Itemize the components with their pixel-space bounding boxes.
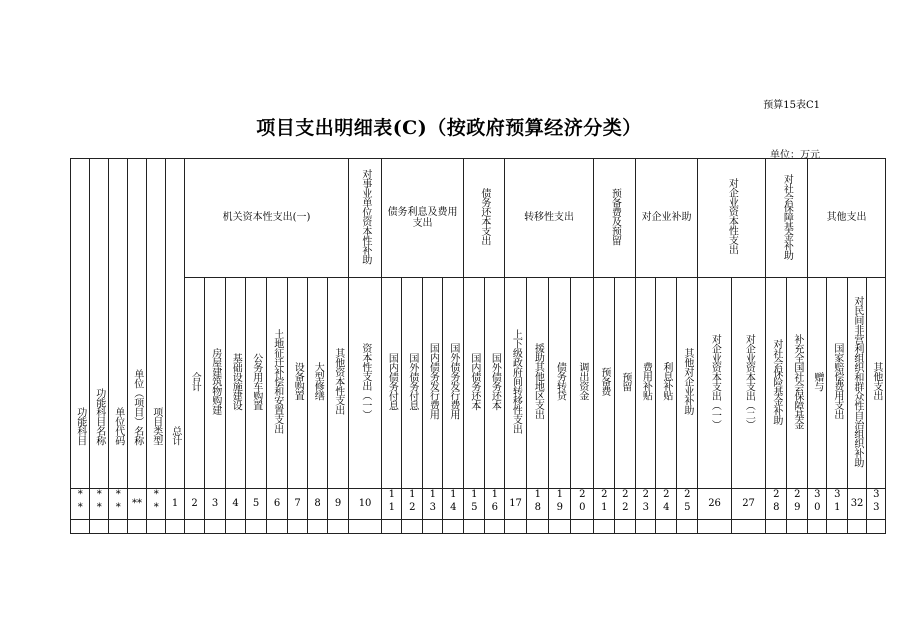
empty-cell bbox=[766, 519, 787, 533]
empty-cell bbox=[677, 519, 698, 533]
left-header-cell bbox=[147, 159, 166, 489]
code-label: 19 bbox=[554, 489, 566, 515]
column-header-label: 对社会保险基金补助 bbox=[770, 338, 782, 424]
column-header-cell bbox=[656, 278, 677, 489]
empty-cell bbox=[308, 519, 328, 533]
empty-cell bbox=[787, 519, 808, 533]
column-header-cell bbox=[615, 278, 636, 489]
empty-cell bbox=[328, 519, 349, 533]
code-cell bbox=[766, 489, 787, 520]
empty-cell bbox=[267, 519, 288, 533]
column-header-cell bbox=[571, 278, 594, 489]
group-header-cell bbox=[505, 159, 594, 278]
empty-cell bbox=[505, 519, 527, 533]
column-header-cell bbox=[848, 278, 867, 489]
code-cell bbox=[267, 489, 288, 520]
empty-cell bbox=[615, 519, 636, 533]
column-header-cell bbox=[443, 278, 464, 489]
code-label: 4 bbox=[232, 498, 239, 509]
code-cell bbox=[698, 489, 732, 520]
code-cell bbox=[656, 489, 677, 520]
left-header-label: 功能科目 bbox=[74, 406, 86, 445]
column-header-label: 调出资金 bbox=[576, 362, 588, 401]
code-cell bbox=[867, 489, 886, 520]
code-label: 10 bbox=[358, 498, 372, 509]
data-row bbox=[71, 519, 886, 533]
code-cell bbox=[787, 489, 808, 520]
column-header-label: 上下级政府间转移性支出 bbox=[510, 329, 522, 434]
empty-cell bbox=[166, 519, 185, 533]
empty-cell bbox=[147, 519, 166, 533]
code-label: 28 bbox=[770, 489, 782, 515]
column-header-cell bbox=[349, 278, 382, 489]
column-header-cell bbox=[246, 278, 267, 489]
column-header-cell bbox=[464, 278, 485, 489]
column-header-cell bbox=[594, 278, 615, 489]
code-label: 21 bbox=[598, 489, 610, 515]
group-header-cell bbox=[594, 159, 636, 278]
column-header-label: 设备购置 bbox=[292, 362, 304, 401]
code-label: 22 bbox=[619, 489, 631, 515]
group-header-label: 转移性支出 bbox=[524, 212, 575, 224]
code-label: 32 bbox=[850, 498, 864, 509]
column-header-cell bbox=[423, 278, 443, 489]
code-label: 2 bbox=[191, 498, 198, 509]
empty-cell bbox=[594, 519, 615, 533]
empty-cell bbox=[185, 519, 205, 533]
code-cell bbox=[485, 489, 505, 520]
column-header-label: 大型修缮 bbox=[312, 362, 324, 401]
column-header-label: 国内债务发行费用 bbox=[427, 343, 439, 420]
code-label: 17 bbox=[509, 498, 522, 509]
page-title: 项目支出明细表(C)（按政府预算经济分类） bbox=[256, 117, 642, 139]
column-header-cell bbox=[505, 278, 527, 489]
empty-cell bbox=[527, 519, 549, 533]
group-header-label: 对企业资本性支出 bbox=[726, 178, 738, 255]
code-label: 11 bbox=[386, 489, 398, 515]
group-header-cell bbox=[808, 159, 886, 278]
empty-cell bbox=[549, 519, 571, 533]
code-label: ** bbox=[112, 489, 124, 515]
left-header-label: 单位（项目）名称 bbox=[131, 368, 143, 445]
code-label: ** bbox=[93, 489, 105, 515]
column-header-cell bbox=[402, 278, 423, 489]
code-label: ** bbox=[132, 498, 142, 509]
column-header-label: 其他资本性支出 bbox=[332, 348, 344, 415]
code-label: 14 bbox=[447, 489, 459, 515]
column-header-label: 对民间非营利组织和群众性自治组织补助 bbox=[851, 295, 863, 467]
group-header-row bbox=[71, 159, 886, 278]
column-header-cell bbox=[527, 278, 549, 489]
code-cell bbox=[549, 489, 571, 520]
code-label: 6 bbox=[273, 498, 281, 509]
column-header-label: 赠与 bbox=[811, 371, 823, 391]
code-cell bbox=[147, 489, 166, 520]
code-cell bbox=[827, 489, 848, 520]
left-header-label: 总计 bbox=[169, 425, 181, 445]
empty-cell bbox=[205, 519, 226, 533]
left-header-label: 单位代码 bbox=[112, 406, 124, 445]
code-cell bbox=[527, 489, 549, 520]
empty-cell bbox=[382, 519, 402, 533]
code-cell bbox=[109, 489, 128, 520]
group-header-label: 债务利息及费用支出 bbox=[387, 206, 458, 229]
left-header-label: 项目类型 bbox=[150, 406, 162, 445]
code-cell bbox=[349, 489, 382, 520]
empty-cell bbox=[485, 519, 505, 533]
empty-cell bbox=[636, 519, 656, 533]
column-header-label: 国家赔偿费用支出 bbox=[831, 343, 843, 420]
code-label: 30 bbox=[811, 489, 823, 515]
code-label: 13 bbox=[427, 489, 439, 515]
group-header-cell bbox=[698, 159, 766, 278]
column-header-cell bbox=[226, 278, 246, 489]
column-header-cell bbox=[636, 278, 656, 489]
column-header-label: 国内债务还本 bbox=[468, 352, 480, 410]
code-cell bbox=[571, 489, 594, 520]
group-header-cell bbox=[382, 159, 464, 278]
column-header-label: 国内债务付息 bbox=[386, 352, 398, 410]
code-row bbox=[71, 489, 886, 520]
column-header-label: 债务转贷 bbox=[554, 362, 566, 401]
column-header-label: 资本性支出（一） bbox=[359, 343, 371, 420]
code-cell bbox=[443, 489, 464, 520]
column-header-cell bbox=[382, 278, 402, 489]
group-header-cell bbox=[766, 159, 808, 278]
empty-cell bbox=[848, 519, 867, 533]
code-label: 31 bbox=[831, 489, 843, 515]
column-header-row bbox=[71, 278, 886, 489]
code-label: 27 bbox=[742, 498, 755, 509]
code-label: 26 bbox=[708, 498, 721, 509]
column-header-cell bbox=[827, 278, 848, 489]
column-header-label: 房屋建筑物购建 bbox=[209, 348, 221, 415]
column-header-label: 其他支出 bbox=[870, 362, 882, 401]
code-label: ** bbox=[74, 489, 86, 515]
empty-cell bbox=[732, 519, 766, 533]
empty-cell bbox=[808, 519, 827, 533]
left-header-cell bbox=[128, 159, 147, 489]
column-header-label: 利息补贴 bbox=[660, 362, 672, 401]
column-header-cell bbox=[308, 278, 328, 489]
column-header-label: 土地征迁补偿和安置支出 bbox=[271, 329, 283, 434]
column-header-cell bbox=[808, 278, 827, 489]
empty-cell bbox=[402, 519, 423, 533]
group-header-label: 预备费及预留 bbox=[609, 187, 621, 245]
empty-cell bbox=[423, 519, 443, 533]
empty-cell bbox=[288, 519, 308, 533]
code-label: 18 bbox=[532, 489, 544, 515]
group-header-label: 对企业补助 bbox=[641, 212, 692, 224]
code-cell bbox=[226, 489, 246, 520]
group-header-label: 对社会保障基金补助 bbox=[781, 173, 793, 259]
column-header-cell bbox=[485, 278, 505, 489]
column-header-cell bbox=[766, 278, 787, 489]
code-cell bbox=[166, 489, 185, 520]
empty-cell bbox=[867, 519, 886, 533]
group-header-cell bbox=[185, 159, 349, 278]
empty-cell bbox=[128, 519, 147, 533]
code-cell bbox=[423, 489, 443, 520]
code-label: 3 bbox=[211, 498, 219, 509]
column-header-cell bbox=[732, 278, 766, 489]
column-header-label: 费用补贴 bbox=[640, 362, 652, 401]
column-header-cell bbox=[867, 278, 886, 489]
column-header-cell bbox=[185, 278, 205, 489]
column-header-label: 国外债务发行费用 bbox=[447, 343, 459, 420]
code-label: 1 bbox=[171, 498, 179, 509]
code-cell bbox=[464, 489, 485, 520]
empty-cell bbox=[349, 519, 382, 533]
column-header-label: 其他对企业补助 bbox=[681, 348, 693, 415]
code-cell bbox=[505, 489, 527, 520]
empty-cell bbox=[571, 519, 594, 533]
column-header-cell bbox=[787, 278, 808, 489]
column-header-cell bbox=[698, 278, 732, 489]
empty-cell bbox=[246, 519, 267, 533]
form-number: 预算15表C1 bbox=[763, 100, 820, 111]
code-label: ** bbox=[150, 489, 162, 515]
code-cell bbox=[808, 489, 827, 520]
group-header-label: 对事业单位资本性补助 bbox=[359, 168, 371, 264]
code-cell bbox=[288, 489, 308, 520]
group-header-label: 其他支出 bbox=[826, 212, 867, 224]
code-cell bbox=[402, 489, 423, 520]
empty-cell bbox=[827, 519, 848, 533]
column-header-label: 国外债务还本 bbox=[489, 352, 501, 410]
code-cell bbox=[308, 489, 328, 520]
empty-cell bbox=[443, 519, 464, 533]
left-header-cell bbox=[71, 159, 90, 489]
column-header-label: 对企业资本支出（一） bbox=[709, 333, 721, 429]
code-label: 23 bbox=[640, 489, 652, 515]
code-cell bbox=[382, 489, 402, 520]
column-header-label: 援助其他地区支出 bbox=[532, 343, 544, 420]
column-header-label: 公务用车购置 bbox=[250, 352, 262, 410]
empty-cell bbox=[464, 519, 485, 533]
code-label: 5 bbox=[252, 498, 260, 509]
code-cell bbox=[636, 489, 656, 520]
code-cell bbox=[594, 489, 615, 520]
group-header-cell bbox=[636, 159, 698, 278]
column-header-cell bbox=[677, 278, 698, 489]
empty-cell bbox=[698, 519, 732, 533]
code-label: 7 bbox=[294, 498, 301, 509]
code-label: 33 bbox=[870, 489, 882, 515]
left-header-label: 功能科目名称 bbox=[93, 387, 105, 445]
empty-cell bbox=[109, 519, 128, 533]
code-cell bbox=[732, 489, 766, 520]
column-header-cell bbox=[288, 278, 308, 489]
left-header-cell bbox=[166, 159, 185, 489]
code-label: 16 bbox=[489, 489, 501, 515]
empty-cell bbox=[90, 519, 109, 533]
column-header-label: 对企业资本支出（二） bbox=[743, 333, 755, 429]
column-header-cell bbox=[549, 278, 571, 489]
left-header-cell bbox=[109, 159, 128, 489]
code-label: 15 bbox=[468, 489, 480, 515]
code-cell bbox=[90, 489, 109, 520]
group-header-label: 债务还本支出 bbox=[478, 187, 490, 245]
column-header-cell bbox=[267, 278, 288, 489]
column-header-label: 预留 bbox=[619, 371, 631, 391]
code-cell bbox=[128, 489, 147, 520]
empty-cell bbox=[71, 519, 90, 533]
empty-cell bbox=[656, 519, 677, 533]
code-label: 9 bbox=[334, 498, 342, 509]
column-header-label: 基础设施建设 bbox=[230, 352, 242, 410]
code-label: 29 bbox=[791, 489, 803, 515]
column-header-cell bbox=[328, 278, 349, 489]
code-label: 8 bbox=[314, 498, 321, 509]
code-cell bbox=[848, 489, 867, 520]
code-label: 12 bbox=[406, 489, 418, 515]
left-header-cell bbox=[90, 159, 109, 489]
code-label: 20 bbox=[576, 489, 588, 515]
group-header-label: 机关资本性支出(一) bbox=[222, 212, 311, 224]
column-header-cell bbox=[205, 278, 226, 489]
code-cell bbox=[205, 489, 226, 520]
column-header-label: 国外债务付息 bbox=[406, 352, 418, 410]
code-cell bbox=[185, 489, 205, 520]
code-cell bbox=[328, 489, 349, 520]
code-cell bbox=[677, 489, 698, 520]
column-header-label: 补充全国社会保障基金 bbox=[791, 333, 803, 429]
code-cell bbox=[615, 489, 636, 520]
expenditure-table bbox=[70, 158, 886, 534]
code-cell bbox=[246, 489, 267, 520]
code-label: 24 bbox=[660, 489, 672, 515]
column-header-label: 合计 bbox=[189, 371, 201, 391]
group-header-cell bbox=[464, 159, 505, 278]
code-label: 25 bbox=[681, 489, 693, 515]
column-header-label: 预备费 bbox=[598, 367, 610, 396]
unit-label: 单位：万元 bbox=[770, 150, 820, 161]
empty-cell bbox=[226, 519, 246, 533]
group-header-cell bbox=[349, 159, 382, 278]
code-cell bbox=[71, 489, 90, 520]
